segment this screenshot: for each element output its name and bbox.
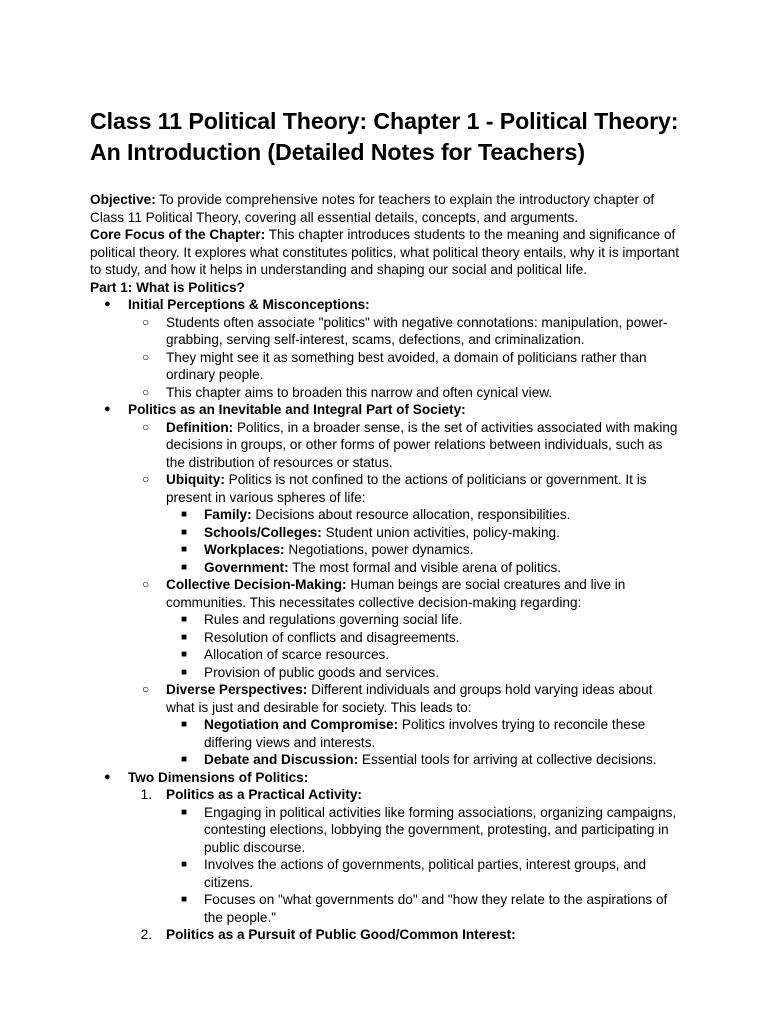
list-item: ○ They might see it as something best avoided, a domain of politicians rather than ordinary people. [142, 349, 647, 382]
list-item: ■ Provision of public goods and services. [181, 664, 439, 680]
bullet-square-icon: ■ [181, 526, 188, 538]
list-item: ○ Ubiquity: Politics is not confined to the actions of politicians or government. It is present in various spheres of life: ■ Family: Decisions about resource allocation, responsibilities. ■ Schools/Colleges: Student union activities, policy-making. ■ Workplaces: Negotiations, power dynamics. ■ Government: The most formal and visible arena of politics. [128, 471, 680, 576]
list-item [90, 769, 680, 944]
bullet-circle-icon: ○ [142, 314, 150, 329]
bullet-circle-icon: ○ [142, 577, 150, 591]
inevitable-list [128, 419, 680, 769]
bullet-disc-icon: ● [104, 403, 111, 415]
list-item: ○ Students often associate "politics" with negative connotations: manipulation, power-grabbing, serving self-interest, scams, defections, and criminalization. [142, 314, 668, 347]
core-focus-paragraph [90, 226, 680, 279]
list-item: ■ Rules and regulations governing social life. [181, 612, 463, 627]
bullet-circle-icon: ○ [142, 419, 150, 434]
objective-label: Objective: [90, 192, 156, 207]
list-item: ○ Diverse Perspectives: Different individuals and groups hold varying ideas about what is just and desirable for society. This leads to: ■ Negotiation and Compromise: Politics involves trying to reconcile these differing views and interests. ■ Debate and Discussion: Essential tools for arriving at collective decisions. [128, 681, 680, 769]
core-focus-label: Core Focus of the Chapter: [90, 227, 266, 242]
bullet-square-icon: ■ [181, 544, 188, 555]
objective-text: To provide comprehensive notes for teachers to explain the introductory chapter of Class 11 Political Theory, covering all essential details, concepts, and arguments. [90, 192, 655, 225]
bullet-circle-icon: ○ [142, 349, 150, 364]
collective-list [166, 611, 680, 681]
bullet-circle-icon: ○ [142, 472, 150, 486]
list-item: ○ Collective Decision-Making: Human beings are social creatures and live in communities. This necessitates collective decision-making regarding: ■ Rules and regulations governing social life. ■ Resolution of conflicts and disagreements. ■ Allocation of scarce resources. ■ Provision of public goods and services. [128, 576, 680, 681]
bullet-disc-icon: ● [104, 298, 111, 310]
bullet-circle-icon: ○ [142, 682, 150, 696]
objective-paragraph [90, 191, 680, 226]
list-item: ■ Family: Decisions about resource allocation, responsibilities. [181, 507, 571, 522]
part1-list [90, 296, 680, 944]
inevitable-heading: Politics as an Inevitable and Integral Part of Society: [128, 402, 466, 417]
bullet-square-icon: ■ [181, 719, 188, 730]
list-item: ■ Involves the actions of governments, political parties, interest groups, and citizens. [181, 857, 647, 890]
list-item: ○ Definition: Politics, in a broader sense, is the set of activities associated with making decisions in groups, or other forms of power relations between individuals, such as the distribution of resources or status. [142, 419, 678, 470]
list-item: 1. Politics as a Practical Activity: ■ Engaging in political activities like forming associations, organizing campaigns, contesting elections, lobbying the government, protesting, and participating in public discourse. ■ Involves the actions of governments, political parties, interest groups, and citizens. ■ Focuses on "what governments do" and "how they relate to the aspirations of the people." [128, 786, 680, 926]
list-number: 1. [140, 787, 152, 802]
bullet-square-icon: ■ [181, 754, 188, 765]
practical-list [166, 804, 680, 927]
list-item [90, 296, 680, 401]
list-item: ■ Engaging in political activities like forming associations, organizing campaigns, contesting elections, lobbying the government, protesting, and participating in public discourse. [181, 804, 677, 855]
bullet-disc-icon: ● [104, 770, 111, 783]
bullet-square-icon: ■ [181, 649, 188, 660]
bullet-square-icon: ■ [181, 666, 188, 678]
list-item: ■ Government: The most formal and visible arena of politics. [181, 559, 562, 575]
list-item: 2. Politics as a Pursuit of Public Good/Common Interest: [128, 926, 680, 944]
list-number: 2. [140, 927, 152, 942]
bullet-square-icon: ■ [181, 561, 188, 573]
bullet-square-icon: ■ [181, 806, 188, 818]
bullet-square-icon: ■ [181, 894, 188, 905]
core-focus-text: This chapter introduces students to the meaning and significance of political theory. It explores what constitutes politics, what political theory entails, why it is important to study, and how it helps in understanding and shaping our social and political life. [90, 227, 680, 277]
ubiquity-list [166, 506, 680, 576]
list-item: ■ Schools/Colleges: Student union activities, policy-making. [181, 524, 560, 540]
part1-heading: Part 1: What is Politics? [90, 279, 245, 295]
initial-heading: Initial Perceptions & Misconceptions: [128, 297, 370, 312]
list-item: ○ This chapter aims to broaden this narrow and often cynical view. [142, 384, 553, 400]
bullet-square-icon: ■ [181, 509, 188, 520]
list-item: ■ Negotiation and Compromise: Politics involves trying to reconcile these differing views and interests. [181, 717, 646, 750]
initial-list [128, 314, 680, 402]
document-page [90, 106, 680, 944]
diverse-list [166, 716, 680, 769]
list-item: ■ Allocation of scarce resources. [181, 647, 390, 662]
bullet-circle-icon: ○ [142, 384, 150, 399]
bullet-square-icon: ■ [181, 859, 188, 870]
document-title: Class 11 Political Theory: Chapter 1 - Political Theory: An Introduction (Detailed Notes for Teachers) [90, 108, 679, 165]
list-item: ■ Workplaces: Negotiations, power dynamics. [181, 542, 474, 557]
two-dimensions-list [128, 786, 680, 944]
two-dimensions-heading: Two Dimensions of Politics: [128, 769, 309, 785]
list-item: ■ Resolution of conflicts and disagreements. [181, 629, 460, 645]
bullet-square-icon: ■ [181, 614, 188, 625]
list-item: ■ Debate and Discussion: Essential tools for arriving at collective decisions. [181, 752, 657, 767]
list-item: ■ Focuses on "what governments do" and "how they relate to the aspirations of the people." [181, 892, 668, 925]
bullet-square-icon: ■ [181, 631, 188, 643]
list-item [90, 401, 680, 769]
